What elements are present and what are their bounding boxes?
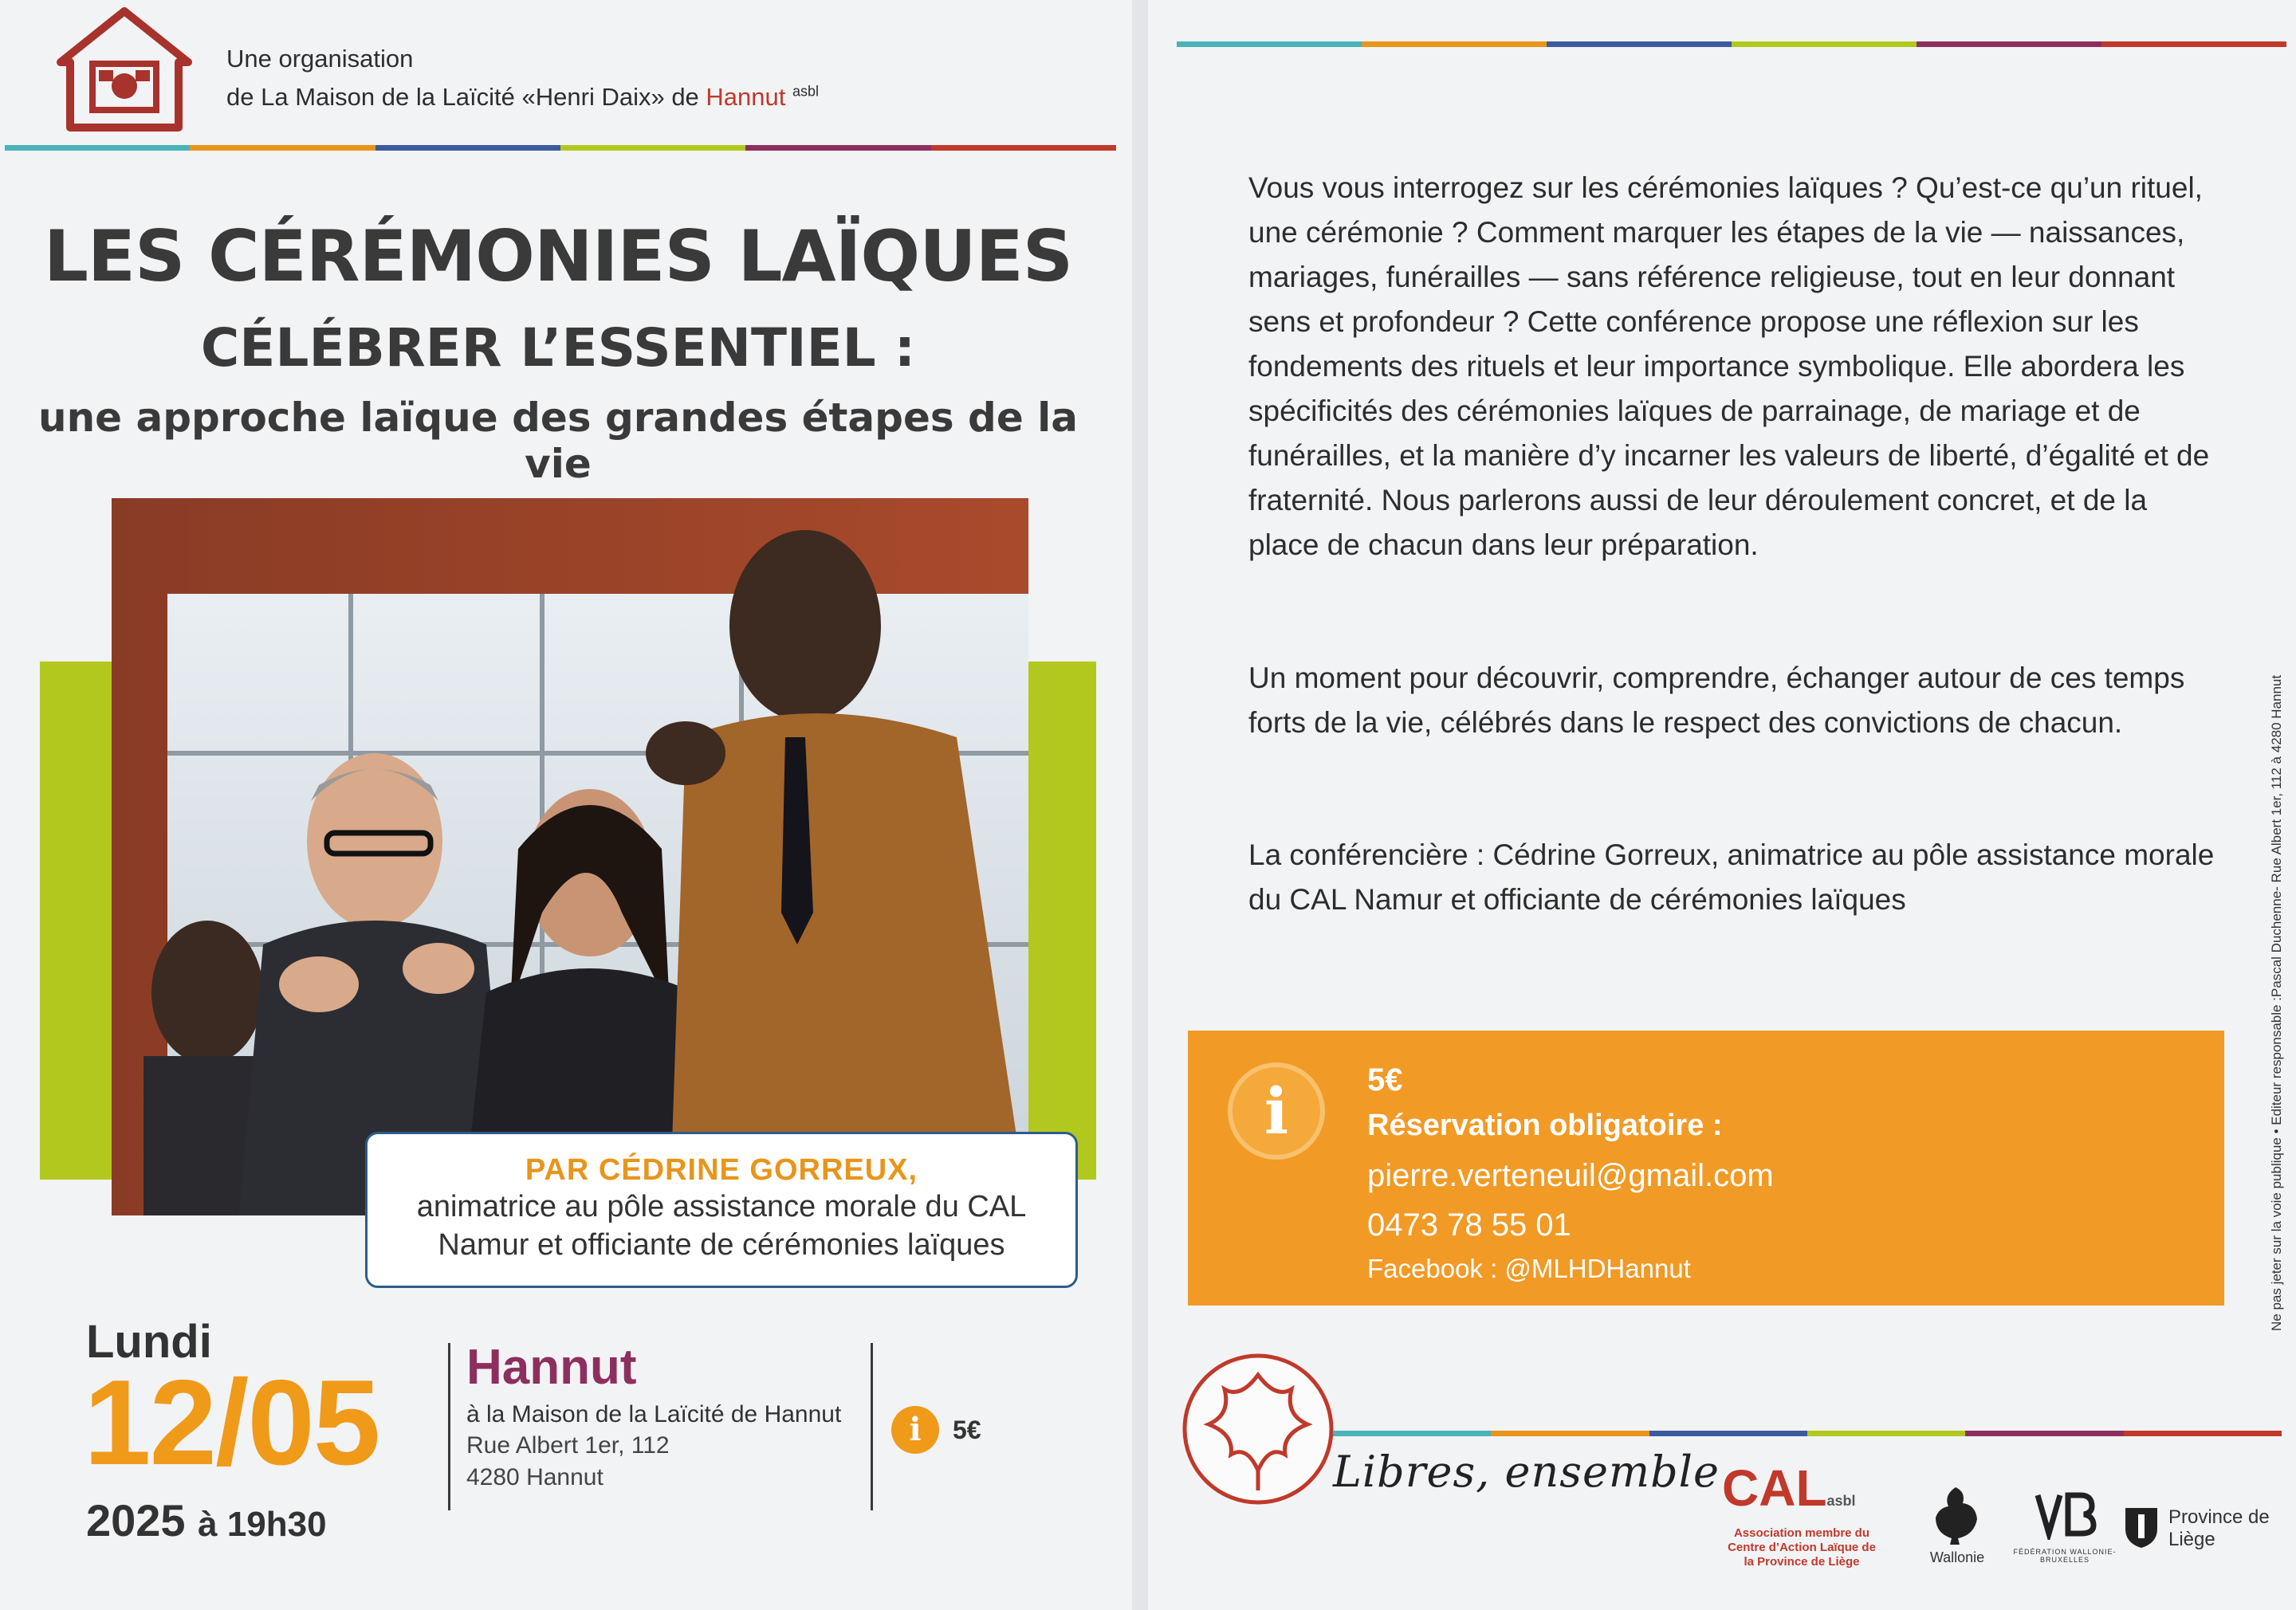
description-paragraph-2: Un moment pour découvrir, comprendre, échanger autour de ces temps forts de la vie, célébrés dans le respect des convictions de chacun. bbox=[1248, 662, 2185, 739]
federation-logo bbox=[2033, 1489, 2097, 1540]
color-stripe-top-left bbox=[5, 145, 1116, 151]
event-year-time: 2025 à 19h30 bbox=[86, 1495, 327, 1545]
info-price: 5€ bbox=[1367, 1062, 1403, 1098]
event-venue: à la Maison de la Laïcité de Hannut bbox=[466, 1401, 842, 1427]
speaker-role: animatrice au pôle assistance morale du CAL Namur et officiante de cérémonies laïques bbox=[416, 1190, 1027, 1262]
info-icon: i bbox=[1228, 1062, 1325, 1160]
event-price: 5€ bbox=[953, 1416, 981, 1444]
page-title: LES CÉRÉMONIES LAÏQUES bbox=[43, 215, 1073, 297]
speaker-box bbox=[365, 1132, 1078, 1288]
speaker-name: PAR CÉDRINE GORREUX, bbox=[525, 1153, 918, 1187]
description-paragraph-3: La conférencière : Cédrine Gorreux, animatrice au pôle assistance morale du CAL Namur et officiante de cérémonies laïques bbox=[1248, 838, 2215, 916]
cal-logo: CALasbl Association membre du Centre d’Action Laïque de la Province de Liège bbox=[1722, 1463, 1881, 1569]
province-liege-icon bbox=[2122, 1505, 2160, 1549]
info-icon: i bbox=[891, 1406, 939, 1454]
event-date: 12/05 bbox=[84, 1355, 379, 1490]
event-address-line2: 4280 Hannut bbox=[466, 1464, 603, 1490]
leaf-logo bbox=[1180, 1351, 1336, 1507]
subtitle: CÉLÉBRER L’ESSENTIEL : bbox=[200, 317, 916, 379]
event-photo bbox=[112, 498, 1028, 1215]
color-stripe-top-right bbox=[1177, 41, 2286, 47]
color-stripe-bottom bbox=[1333, 1431, 2282, 1436]
legal-note: Ne pas jeter sur la voie publique • Editeur responsable :Pascal Duchenne- Rue Albert 1er, 112 à 4280 Hannut bbox=[2269, 674, 2284, 1331]
wallonie-label: Wallonie bbox=[1929, 1549, 1985, 1565]
org-line-1: Une organisation bbox=[226, 45, 414, 73]
title-description: une approche laïque des grandes étapes de la vie bbox=[37, 395, 1079, 487]
left-page bbox=[0, 0, 1132, 1610]
org-line-2: de La Maison de la Laïcité «Henri Daix» de Hannut $^{asbl}$ bbox=[226, 83, 820, 111]
description-paragraph-1: Vous vous interrogez sur les cérémonies laïques ? Qu’est-ce qu’un rituel, une cérémonie ? Comment marquer les étapes de la vie — naissances, mariages, funérailles — sans référence religieuse, tout en leur donnant sens et profondeur ? Cette conférence propose une réflexion sur les fondements des rituels et leur importance symbolique. Elle abordera les spécificités des cérémonies laïques de parrainage, de mariage et de funérailles, et la manière d’y incarner les valeurs de liberté, d’égalité et de fraternité. Nous parlerons aussi de leur déroulement concret, et de la place de chacun dans leur préparation. bbox=[1248, 171, 2210, 561]
divider bbox=[871, 1343, 873, 1510]
info-phone[interactable]: 0473 78 55 01 bbox=[1367, 1208, 1571, 1243]
event-day: Lundi bbox=[86, 1316, 212, 1368]
info-reservation: Réservation obligatoire : bbox=[1367, 1109, 1723, 1142]
event-address-line1: Rue Albert 1er, 112 bbox=[466, 1432, 670, 1459]
province-label: Province de Liège bbox=[2168, 1506, 2270, 1550]
divider bbox=[448, 1343, 450, 1510]
maison-laicite-logo bbox=[53, 6, 196, 134]
cal-name: CAL bbox=[1722, 1459, 1827, 1517]
info-facebook[interactable]: Facebook : @MLHDHannut bbox=[1367, 1254, 1691, 1283]
slogan: Libres, ensemble bbox=[1333, 1447, 1720, 1497]
info-email[interactable]: pierre.verteneuil@gmail.com bbox=[1367, 1158, 1774, 1193]
federation-label: FÉDÉRATION WALLONIE-BRUXELLES bbox=[2013, 1548, 2117, 1564]
cal-caption: Association membre du Centre d’Action Laïque de la Province de Liège bbox=[1728, 1526, 1876, 1569]
page-gutter bbox=[1132, 0, 1148, 1610]
info-box bbox=[1188, 1031, 2224, 1306]
event-city: Hannut bbox=[466, 1340, 637, 1395]
wallonie-rooster-icon bbox=[1928, 1484, 1983, 1546]
